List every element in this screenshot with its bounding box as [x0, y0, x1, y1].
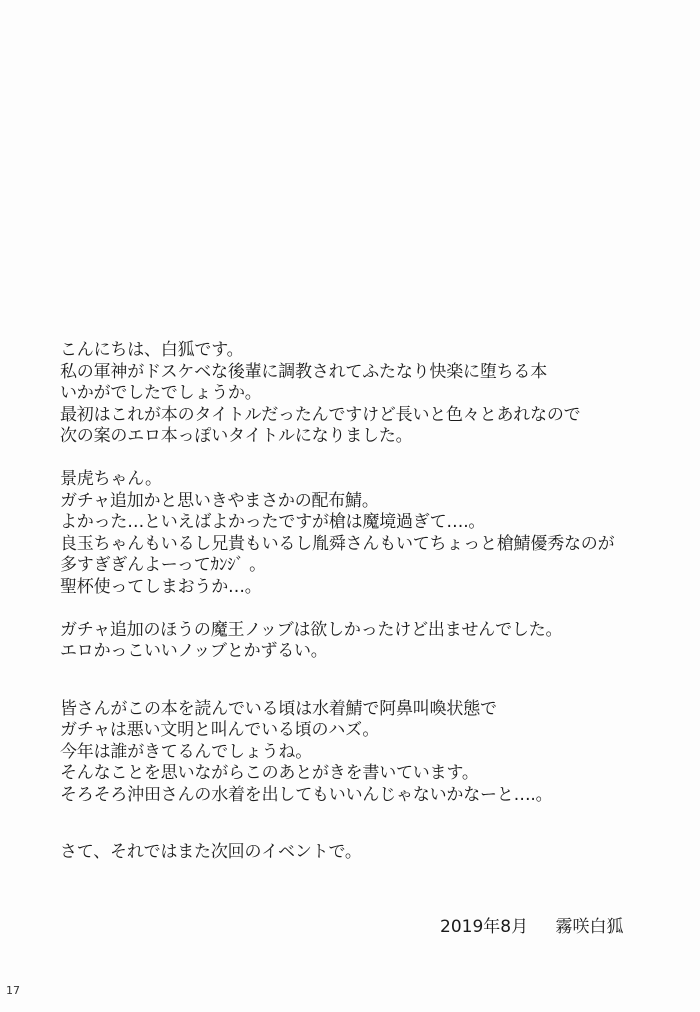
- text-line: いかがでしたでしょうか。: [60, 383, 262, 403]
- signature-author: 霧咲白狐: [555, 917, 624, 937]
- signature: [440, 912, 624, 937]
- paragraph-greeting: [60, 340, 680, 448]
- paragraph-nobbu: [60, 620, 680, 663]
- paragraph-kagetora: [60, 469, 680, 598]
- text-line: ガチャ追加かと思いきやまさかの配布鯖。: [60, 490, 379, 511]
- text-line: よかった…といえばよかったですが槍は魔境過ぎて….。: [60, 512, 486, 532]
- text-line: 良玉ちゃんもいるし兄貴もいるし胤舜さんもいてちょっと槍鯖優秀なのが: [60, 533, 615, 554]
- text-line: 景虎ちゃん。: [60, 469, 162, 489]
- text-line: ガチャは悪い文明と叫んでいる頃のハズ。: [60, 720, 380, 740]
- text-line: さて、それではまた次回のイベントで。: [60, 842, 362, 862]
- page-number: 17: [6, 984, 20, 997]
- text-line: ガチャ追加のほうの魔王ノッブは欲しかったけど出ませんでした。: [60, 619, 563, 640]
- text-line: そろそろ沖田さんの水着を出してもいいんじゃないかなーと….。: [60, 784, 553, 805]
- text-line: 聖杯使ってしまおうか…。: [60, 576, 262, 597]
- text-line: 最初はこれが本のタイトルだったんですけど長いと色々とあれなので: [60, 404, 581, 425]
- text-line: そんなことを思いながらこのあとがきを書いています。: [60, 763, 479, 783]
- text-line: こんにちは、白狐です。: [60, 340, 244, 360]
- text-line: 今年は誰がきてるんでしょうね。: [60, 741, 312, 762]
- text-line: 私の軍神がドスケベな後輩に調教されてふたなり快楽に堕ちる本: [60, 361, 548, 382]
- afterword-text: [60, 340, 680, 885]
- text-line: 多すぎぎんよーってｶﾝｼﾞ 。: [60, 555, 266, 575]
- paragraph-swimsuit: [60, 699, 680, 807]
- signature-date: 2019年8月: [440, 917, 529, 937]
- text-line: エロかっこいいノッブとかずるい。: [60, 641, 328, 661]
- text-line: 次の案のエロ本っぽいタイトルになりました。: [60, 426, 413, 446]
- text-line: 皆さんがこの本を読んでいる頃は水着鯖で阿鼻叫喚状態で: [60, 698, 497, 719]
- paragraph-closing: [60, 842, 680, 864]
